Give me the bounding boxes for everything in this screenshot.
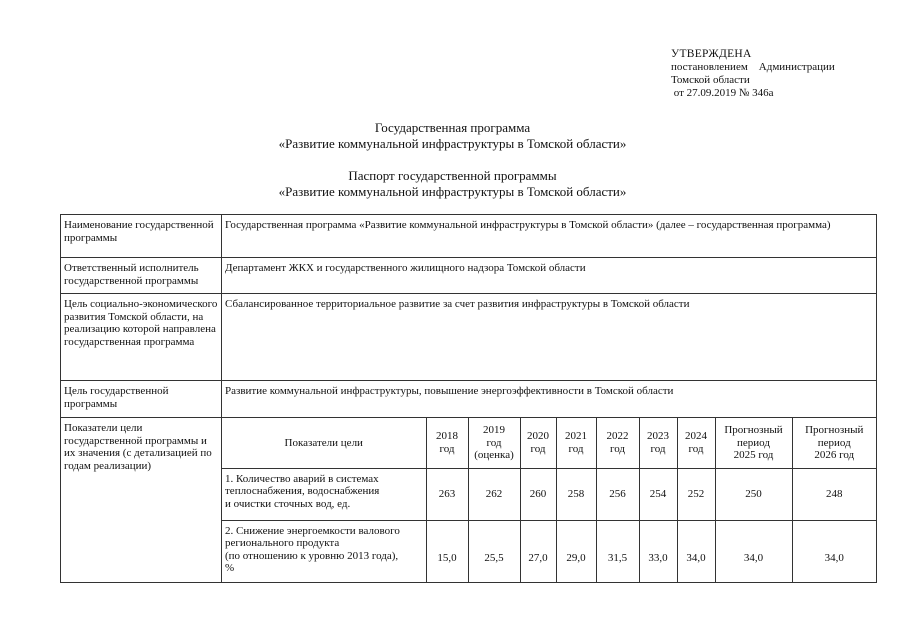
header-year: 2021 год [556,418,596,468]
header-year: 2018 год [426,418,468,468]
row-label: Цель социально-экономического развития Томской области, на реализацию которой направлена государственная программа [61,294,222,381]
passport-heading-line: Паспорт государственной программы [348,168,557,183]
row-value: Государственная программа «Развитие коммунальной инфраструктуры в Томской области» (далее – государственная программа) [222,215,877,258]
indicators-table [222,418,876,582]
table-row [222,468,876,520]
row-label: Ответственный исполнитель государственной программы [61,258,222,294]
indicator-value: 34,0 [792,520,876,582]
row-label: Наименование государственной программы [61,215,222,258]
passport-row-goal [61,381,877,418]
indicator-value: 33,0 [639,520,677,582]
indicators-header-row [222,418,876,468]
program-heading-line: «Развитие коммунальной инфраструктуры в Томской области» [278,136,627,151]
row-label: Показатели цели государственной программы и их значения (с детализацией по годам реализации) [61,418,222,583]
indicator-value: 29,0 [556,520,596,582]
passport-row-indicators [61,418,877,583]
indicator-name: 1. Количество аварий в системах теплоснабжения, водоснабжения и очистки сточных вод, ед. [222,468,426,520]
indicator-value: 262 [468,468,520,520]
header-year: 2023 год [639,418,677,468]
approval-line: постановлением Администрации [671,61,835,73]
indicator-value: 263 [426,468,468,520]
indicator-value: 27,0 [520,520,556,582]
header-year: 2019 год (оценка) [468,418,520,468]
indicator-value: 258 [556,468,596,520]
header-indicator-name: Показатели цели [222,418,426,468]
indicator-value: 260 [520,468,556,520]
indicator-value: 256 [596,468,639,520]
approval-title: УТВЕРЖДЕНА [671,48,752,60]
row-value: Развитие коммунальной инфраструктуры, повышение энергоэффективности в Томской области [222,381,877,418]
passport-heading [0,168,905,200]
indicator-value: 252 [677,468,715,520]
row-value: Сбалансированное территориальное развитие за счет развития инфраструктуры в Томской области [222,294,877,381]
approval-date: от 27.09.2019 № 346а [671,87,774,99]
passport-row-social-goal [61,294,877,381]
header-forecast: Прогнозный период 2026 год [792,418,876,468]
indicators-cell [222,418,877,583]
passport-table [60,214,877,583]
approval-stamp [671,48,835,100]
indicator-name: 2. Снижение энергоемкости валового регионального продукта (по отношению к уровню 2013 года), % [222,520,426,582]
indicator-value: 25,5 [468,520,520,582]
header-year: 2024 год [677,418,715,468]
indicator-value: 34,0 [715,520,792,582]
row-value: Департамент ЖКХ и государственного жилищного надзора Томской области [222,258,877,294]
header-year: 2022 год [596,418,639,468]
approval-line: Томской области [671,74,750,86]
indicator-value: 250 [715,468,792,520]
program-heading [0,120,905,152]
header-forecast: Прогнозный период 2025 год [715,418,792,468]
indicator-value: 254 [639,468,677,520]
passport-heading-line: «Развитие коммунальной инфраструктуры в Томской области» [278,184,627,199]
indicator-value: 31,5 [596,520,639,582]
passport-row-executor [61,258,877,294]
row-label: Цель государственной программы [61,381,222,418]
program-heading-line: Государственная программа [374,120,531,135]
passport-row-name [61,215,877,258]
indicator-value: 15,0 [426,520,468,582]
indicator-value: 34,0 [677,520,715,582]
table-row [222,520,876,582]
indicator-value: 248 [792,468,876,520]
header-year: 2020 год [520,418,556,468]
